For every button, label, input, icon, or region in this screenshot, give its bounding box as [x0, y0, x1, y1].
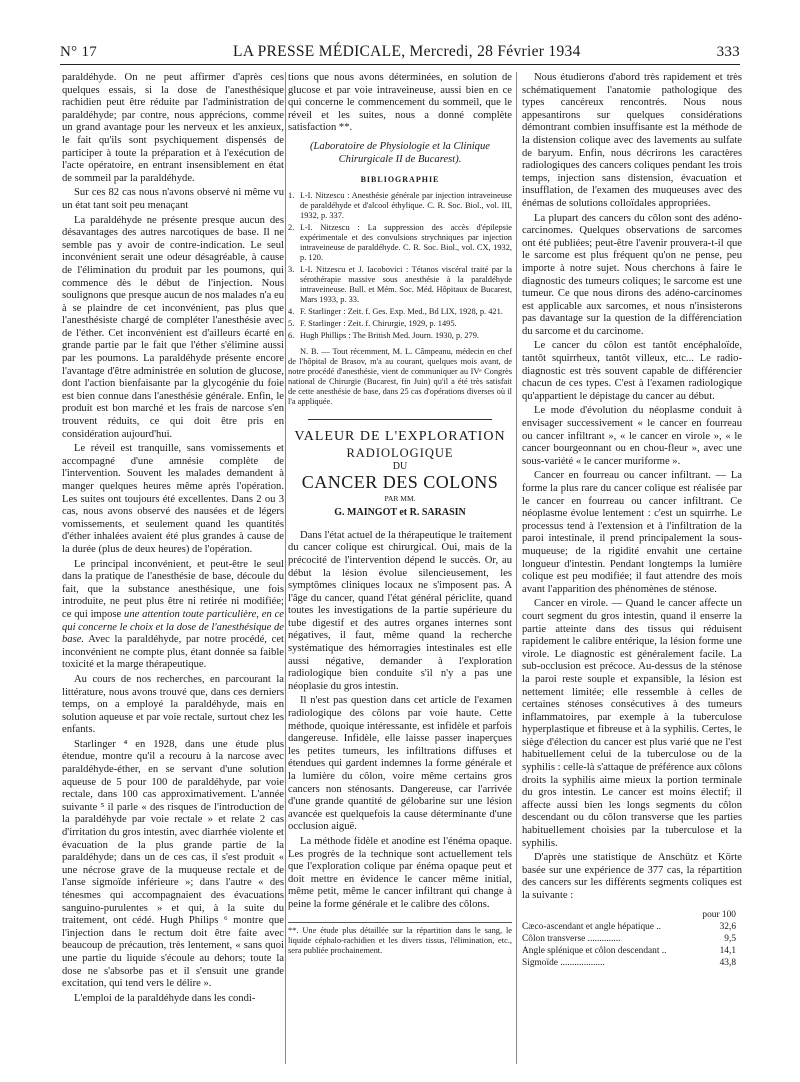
bibliography-number: 3.: [288, 264, 295, 274]
paragraph: Cancer en virole. — Quand le cancer affecte un court segment du gros intestin, quand il enserre la partie atteinte dans des tissus qui réduisent rapidement le calibre entérique, la lésion forme une virole. Le diagnostic est généralement facile. La sub-occlusion est précoce. Au-dessus de la sténose la paroi reste souple et expansible, la lésion est nettement limitée; elle ressemble à celles de certaines sténoses consécutives à des tumeurs inflammatoires, par exemple à la tuberculose hyperplastique et fibreuse et à la syphilis. Certes, le siège d'élection du cancer est plus varié que ne l'est habituellement celui de la tuberculose ou de la syphilis : celle-là s'attaque de préférence aux côlons droits la syphilis aime mieux la portion terminale du gros intestin. Le cancer est moins électif; il affecte aussi bien les longs segments du côlon descendant ou du côlon transverse que les parties habituellement choisies par la tuberculose et la syphilis.: [522, 598, 742, 849]
bibliography-item: [288, 265, 512, 305]
bibliography-item: [288, 307, 512, 317]
bibliography-text: I.-I. Nitzescu et J. Iacobovici : Tétanos viscéral traité par la sérothérapie massive sous anesthésie à la paraldéhyde intraveineuse. Bull. et Mém. Soc. Méd. Hôpitaux de Bucarest, Mars 1933, p. 33.: [300, 264, 512, 304]
bibliography-text: F. Starlinger : Zeit. f. Chirurgie, 1929, p. 1495.: [300, 318, 457, 328]
row-value: 32,6: [719, 921, 736, 932]
paragraph: D'après une statistique de Anschütz et Körte basée sur une expérience de 377 cas, la répartition des cancers sur les différents segments coliques est la suivante :: [522, 852, 742, 901]
table-body: [522, 921, 742, 969]
paragraph: tions que nous avons déterminées, en solution de glucose et par voie intraveineuse, aussi bien en ce qui concerne le commencement du sommeil, que le réveil et les suites, nous a donné complète satisfaction **.: [288, 72, 512, 134]
table-header: pour 100: [702, 909, 736, 920]
row-value: 43,8: [719, 957, 736, 968]
divider: [308, 419, 492, 420]
paragraph: Le cancer du côlon est tantôt encéphaloïde, tantôt squirrheux, tantôt villeux, etc... Le radio-diagnostic est très souvent capable de différencier chacun de ces types. C'est à l'examen radiologique qu'appartient le dépistage du cancer au début.: [522, 340, 742, 402]
paragraph: Cancer en fourreau ou cancer infiltrant. — La forme la plus rare du cancer colique est réalisée par le cancer en fourreau ou cancer infiltrant. Ce néoplasme évolue lentement : c'est un squirrhe. Le processus tend à l'extension et à l'infiltration de la paroi intestinale, il prend principalement la sous-muqueuse; de la rigidité envahit une certaine longueur d'intestin. Pendant longtemps la lumière colique est peu modifiée; il faut attendre des mois avant l'apparition des phénomènes de sténose.: [522, 470, 742, 595]
byline-prefix: PAR MM.: [384, 493, 416, 503]
article-title-line2: RADIOLOGIQUE: [346, 445, 454, 460]
column-divider: [285, 72, 286, 1064]
paragraph: La paraldéhyde ne présente presque aucun des désavantages des autres narcotiques de base. Il ne semble pas y avoir de contre-indication. Le seul inconvénient serait une odeur désagréable, à cause de l'élimination du produit par les poumons, qui commence dès le début de l'injection. Nous soulignons que presque aucun de nos malades n'a eu à se plaindre de cet inconvénient, pas plus que l'anesthésiste chargé de compléter l'anesthésie avec de l'éther. Cet inconvénient est d'ailleurs écarté en grande partie par le fait que l'éther s'élimine aussi par les poumons. La paraldéhyde présente encore l'avantage d'être administrée en solution de glucose, dont l'action bienfaisante par la glycogénie du foie est bien connue dans l'anesthésie générale. Enfin, le produit est bon marché et les frais de narcose s'en trouvent réduits, ce qui doit être pris en considération aujourd'hui.: [62, 214, 284, 440]
footnote: **. Une étude plus détaillée sur la répartition dans le sang, le liquide céphalo-rachidien et les divers tissus, l'élimination, etc., sera publiée prochainement.: [288, 922, 512, 956]
bibliography-number: 2.: [288, 222, 295, 232]
authors: G. MAINGOT et R. SARASIN: [334, 507, 466, 519]
article-title-line4: CANCER DES COLONS: [301, 471, 499, 492]
paragraph: [62, 559, 284, 672]
bibliography-item: [288, 223, 512, 263]
column-divider: [516, 72, 517, 1064]
journal-title: LA PRESSE MÉDICALE, Mercredi, 28 Février 1934: [233, 43, 581, 60]
page-header: [60, 40, 740, 65]
bibliography-list: [288, 191, 512, 341]
paragraph: Le mode d'évolution du néoplasme conduit à envisager successivement « le cancer en fourreau ou cancer infiltrant », « le cancer en virole », « le cancer bourgeonnant ou en chou-fleur », avec une sous-variété « le cancer muriforme ».: [522, 405, 742, 467]
paragraph: Le réveil est tranquille, sans vomissements et accompagné d'une amnésie complète de l'intervention. Souvent les malades demandent à manger quelques heures même après l'opération. Les suites ont toujours été excellentes. Dans 2 ou 3 cas, nous avons observé des nausées et de légers vomissements, et seulement quand les quantités d'éther inhalées avaient été plus grandes à cause de la durée (plus de deux heures) de l'opération.: [62, 443, 284, 555]
row-value: 14,1: [719, 945, 736, 956]
bibliography-text: F. Starlinger : Zeit. f. Ges. Exp. Med., Bd LIX, 1928, p. 421.: [300, 306, 503, 316]
bibliography-title: BIBLIOGRAPHIE: [360, 175, 440, 185]
paragraph: Dans l'état actuel de la thérapeutique le traitement du cancer colique est chirurgical. Oui, mais de la précocité de l'intervention dépend le succès. Or, au début la lésion évolue silencieusement, les symptômes cliniques locaux ne s'imposent pas. A l'âge du cancer, quand l'état général périclite, quand toutes les investigations de la partie supérieure du tube digestif et des autres organes internes sont négatives, il faut, même quand la recherche systématique des hémorragies intestinales est elle aussi négative, demander à l'exploration radiologique bien conduite s'il n'y a pas une néoplasie du gros intestin.: [288, 529, 512, 692]
paragraph: Starlinger ⁴ en 1928, dans une étude plus étendue, montre qu'il a recouru à la narcose avec paraldéhyde-éther, en se servant d'une solution aqueuse de 5 pour 100 de paraldéhyde, par voie rectale, dans 100 cas approximativement. L'année suivante ⁵ il parle « des risques de l'introduction de la paraldéhyde par voie rectale » et relate 2 cas d'irritation du gros intestin, avec diarrhée violente et évacuation de la plus grande partie de la paraldéhyde; dans un de ces cas, il s'est produit « une nécrose grave de la muqueuse rectale et de l'anse sigmoïde inférieure »; dans l'autre « des ténesmes qui accompagnaient des évacuations sanguino-purulentes » et qui, à la suite du traitement, ont cédé. Hugh Philips ⁶ montre que l'injection dans le rectum doit être faite avec beaucoup de précaution, très lentement, « sans quoi une partie du liquide s'écoule au dehors; toute la dose ne s'absorbe pas et il s'ensuit une grande excitation, qui tend vers le délire ».: [62, 738, 284, 990]
row-label: Sigmoïde ...................: [522, 957, 605, 968]
table-row: [522, 945, 742, 957]
page-number: 333: [716, 43, 740, 60]
column-1: [62, 72, 284, 1007]
text-run: Le principal inconvénient, et peut-être le seul dans la pratique de l'anesthésie de base, découle du fait, que la substance anesthésique, une fois introduite, ne peut plus être ni retirée ni modifiée; ce qui impose: [62, 558, 284, 620]
row-label: Angle splénique et côlon descendant ..: [522, 945, 667, 956]
table-row: [522, 957, 742, 969]
column-3: [522, 72, 742, 969]
paragraph: Nous étudierons d'abord très rapidement et très schématiquement l'anatomie pathologique des types cancéreux rencontrés. Nous nous appesantirons sur quelques considérations démontrant combien insuffisante est la méthode de la distension colique avec des lavements au sulfate de baryum. Enfin, nous décrirons les caractères radiologiques des cancers coliques pendant les trois temps, injection sans distension, évacuation et insufflation, de l'examen des muqueuses avec des énémas de solutions colloïdales appropriées.: [522, 72, 742, 209]
paragraph: Sur ces 82 cas nous n'avons observé ni même vu un état tant soit peu menaçant: [62, 187, 284, 211]
paragraph: L'emploi de la paraldéhyde dans les condi-: [74, 992, 256, 1004]
bibliography-number: 1.: [288, 190, 295, 200]
paragraph: La méthode fidèle et anodine est l'énéma opaque. Les progrès de la technique sont actuellement tels que l'exploration colique par énéma opaque peut et doit mettre en évidence le cancer même initial, même petit, même le cancer infiltrant qui change à peine la forme générale et le calibre des côlons.: [288, 835, 512, 910]
note: N. B. — Tout récemment, M. L. Câmpeanu, médecin en chef de l'hôpital de Brasov, m'a au courant, quelques mois avant, de notre procédé d'anesthésie, vient de communiquer au IVᵉ Congrès national de Chirurgie (Bucarest, fin Juin) qu'il a été très satisfait de cette anesthésie de base, dans 25 cas d'opérations diverses où il l'a appliquée.: [288, 346, 512, 406]
issue-number: N° 17: [60, 43, 98, 60]
table-row: [522, 921, 742, 933]
column-2: [288, 72, 512, 956]
bibliography-number: 4.: [288, 306, 295, 316]
table-row: [522, 933, 742, 945]
row-value: 9,5: [724, 933, 736, 944]
paragraph: paraldéhyde. On ne peut affirmer d'après ces quelques essais, si la dose de l'anesthésique rachidien peut être réduite par l'administration de paraldéhyde; par contre, nous apprécions, comme un grand avantage pour les nerveux et les anxieux, le fait qu'ils sont psychiquement dispensés de participer à toute la préparation et à l'exécution de l'acte opératoire, en entrant insensiblement en état de sommeil par la paraldéhyde.: [62, 72, 284, 184]
article-title-line1: VALEUR DE L'EXPLORATION: [294, 428, 506, 444]
bibliography-item: [288, 191, 512, 221]
paragraph: Au cours de nos recherches, en parcourant la littérature, nous avons trouvé que, dans ces derniers temps, on a employé la paraldéhyde, mais en solution aqueuse et par voie rectale, surtout chez les enfants.: [62, 673, 284, 736]
bibliography-item: [288, 319, 512, 329]
paragraph: Il n'est pas question dans cet article de l'examen radiologique des côlons par voie haute. Cette méthode, quoique intéressante, est infidèle et parfois dangereuse. Infidèle, elle laisse passer inaperçues les petites tumeurs, les infiltrations diffuses et étendues qui gardent indemnes la forme générale et la lumière du côlon, voire même certains gros cancers non sténosants. Dangereuse, car l'arrivée d'une grande quantité de gélobarine sur une lésion avancée est quelquefois la cause déterminante d'une occlusion aiguë.: [288, 695, 512, 833]
emphasis: une attention toute particulière, en ce qui concerne le choix et la dose de l'anesthésique de base.: [62, 608, 285, 646]
bibliography-number: 6.: [288, 330, 295, 340]
bibliography-text: I.-I. Nitzescu : Anesthésie générale par injection intraveineuse de paraldéhyde et d'alcool éthylique. C. R. Soc. Biol., vol. III, 1932, p. 337.: [300, 190, 512, 220]
paragraph: La plupart des cancers du côlon sont des adéno-carcinomes. Quelques observations de sarcomes ont été publiées; peut-être l'avenir prouvera-t-il que le sarcome est plus fréquent qu'on ne pense, peu importe à notre sujet. Nous cherchons à faire le diagnostic des tumeurs coliques; le sarcome est une tumeur. Ce que nous dirons des adéno-carcinomes est applicable aux sarcomes, et nous n'insisterons pas davantage sur la question de la différenciation du sarcome et du carcinome.: [522, 212, 742, 337]
bibliography-item: [288, 331, 512, 341]
article-title-line3: DU: [392, 461, 408, 473]
bibliography-number: 5.: [288, 318, 295, 328]
affiliation: (Laboratoire de Physiologie et la Clinique Chirurgicale II de Bucarest).: [310, 140, 490, 165]
bibliography-text: I.-I. Nitzescu : La suppression des accès d'épilepsie expérimentale et des convulsions strychniques par injection intraveineuse de paraldéhyde. C. R. Soc. Biol., vol. CX, 1932, p. 120.: [300, 222, 512, 262]
row-label: Cæco-ascendant et angle hépatique ..: [522, 921, 662, 932]
text-run: Avec la paraldéhyde, par notre procédé, cet inconvénient ne compte plus, étant donnée sa faible toxicité et la marge thérapeutique.: [62, 634, 284, 671]
statistics-table: [522, 909, 742, 969]
row-label: Côlon transverse ..............: [522, 933, 621, 944]
bibliography-text: Hugh Phillips : The British Med. Journ. 1930, p. 279.: [300, 330, 479, 340]
